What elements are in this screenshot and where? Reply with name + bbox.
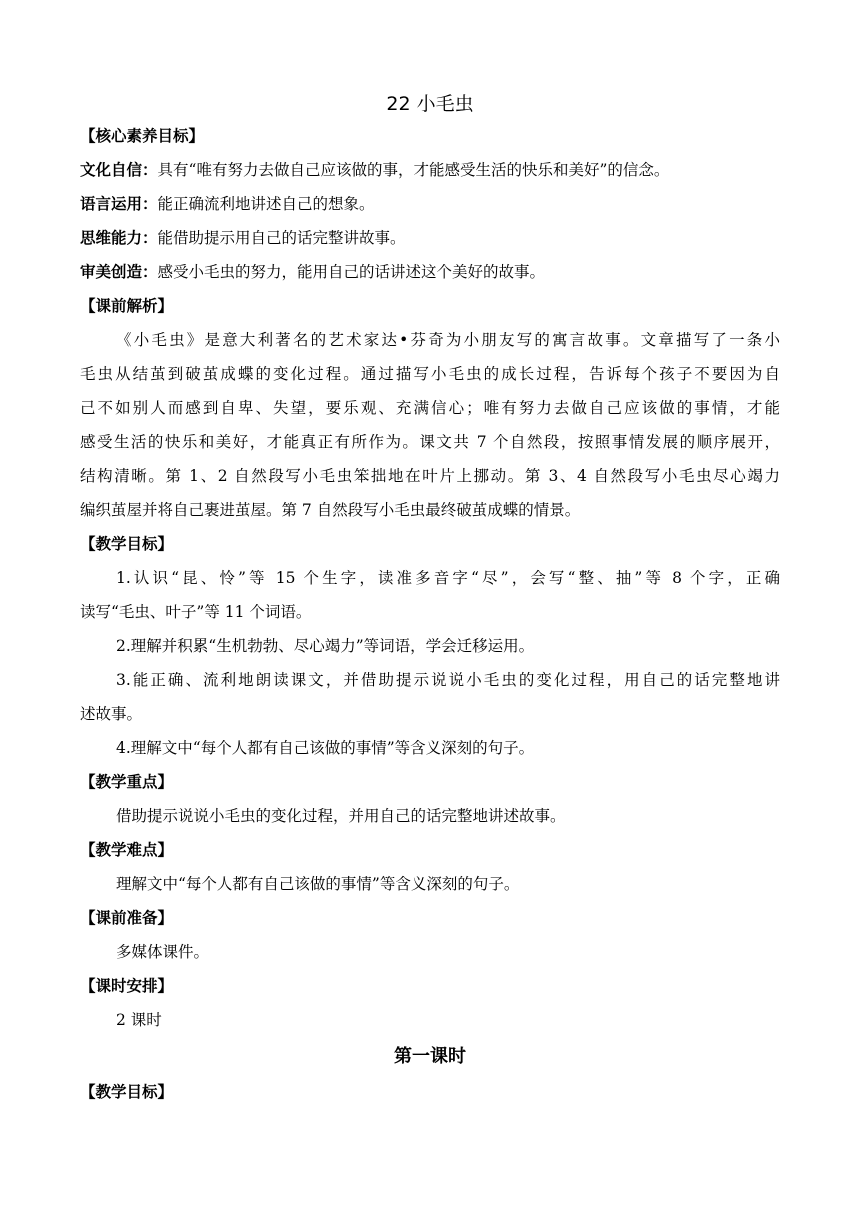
teaching-goal-line: 读写“毛虫、叶子”等 11 个词语。 [80, 603, 312, 621]
core-goal-culture [80, 158, 669, 180]
core-goals-heading: 【核心素养目标】 [80, 127, 205, 145]
core-goal-label: 文化自信： [80, 161, 158, 179]
core-goal-text: 能正确流利地讲述自己的想象。 [157, 195, 375, 213]
preparation-heading: 【课前准备】 [80, 909, 174, 927]
pre-analysis-line: 《小毛虫》是意大利著名的艺术家达•芬奇为小朋友写的寓言故事。文章描写了一条小 [116, 331, 780, 349]
difficulties-heading: 【教学难点】 [80, 841, 174, 859]
lesson1-title: 第一课时 [394, 1046, 466, 1067]
teaching-goal-line: 述故事。 [80, 705, 143, 723]
teaching-goal-line: 1.认识“昆、怜”等 15 个生字，读准多音字“尽”，会写“整、抽”等 8 个字，正确 [116, 569, 780, 587]
core-goal-language [80, 192, 375, 214]
pre-analysis-line: 己不如别人而感到自卑、失望，要乐观、充满信心；唯有努力去做自己应该做的事情，才能 [80, 399, 780, 417]
teaching-goal-line: 3.能正确、流利地朗读课文，并借助提示说说小毛虫的变化过程，用自己的话完整地讲 [116, 671, 780, 689]
core-goal-label: 思维能力： [80, 229, 158, 247]
pre-analysis-heading: 【课前解析】 [80, 297, 174, 315]
core-goal-aesthetic [80, 260, 545, 282]
teaching-goals-heading: 【教学目标】 [80, 535, 174, 553]
preparation-text: 多媒体课件。 [116, 943, 210, 961]
core-goal-label: 语言运用： [80, 195, 158, 213]
pre-analysis-line: 编织茧屋并将自己裹进茧屋。第 7 自然段写小毛虫最终破茧成蝶的情景。 [80, 501, 581, 519]
teaching-goal-line: 2.理解并积累“生机勃勃、尽心竭力”等词语，学会迁移运用。 [116, 637, 535, 655]
difficulties-text: 理解文中“每个人都有自己该做的事情”等含义深刻的句子。 [116, 875, 520, 893]
schedule-text: 2 课时 [116, 1011, 162, 1029]
core-goal-text: 感受小毛虫的努力，能用自己的话讲述这个美好的故事。 [157, 263, 546, 281]
key-points-text: 借助提示说说小毛虫的变化过程，并用自己的话完整地讲述故事。 [116, 807, 566, 825]
teaching-goal-line: 4.理解文中“每个人都有自己该做的事情”等含义深刻的句子。 [116, 739, 535, 757]
core-goal-text: 能借助提示用自己的话完整讲故事。 [157, 229, 406, 247]
core-goal-thinking [80, 226, 406, 248]
schedule-heading: 【课时安排】 [80, 977, 174, 995]
key-points-heading: 【教学重点】 [80, 773, 174, 791]
core-goal-text: 具有“唯有努力去做自己应该做的事，才能感受生活的快乐和美好”的信念。 [157, 161, 670, 179]
core-goal-label: 审美创造： [80, 263, 158, 281]
document-title: 22 小毛虫 [386, 93, 474, 115]
pre-analysis-line: 感受生活的快乐和美好，才能真正有所作为。课文共 7 个自然段，按照事情发展的顺序展开， [80, 433, 780, 451]
pre-analysis-line: 毛虫从结茧到破茧成蝶的变化过程。通过描写小毛虫的成长过程，告诉每个孩子不要因为自 [80, 365, 780, 383]
pre-analysis-line: 结构清晰。第 1、2 自然段写小毛虫笨拙地在叶片上挪动。第 3、4 自然段写小毛虫尽心竭力 [80, 467, 780, 485]
lesson1-goals-heading: 【教学目标】 [80, 1083, 174, 1101]
